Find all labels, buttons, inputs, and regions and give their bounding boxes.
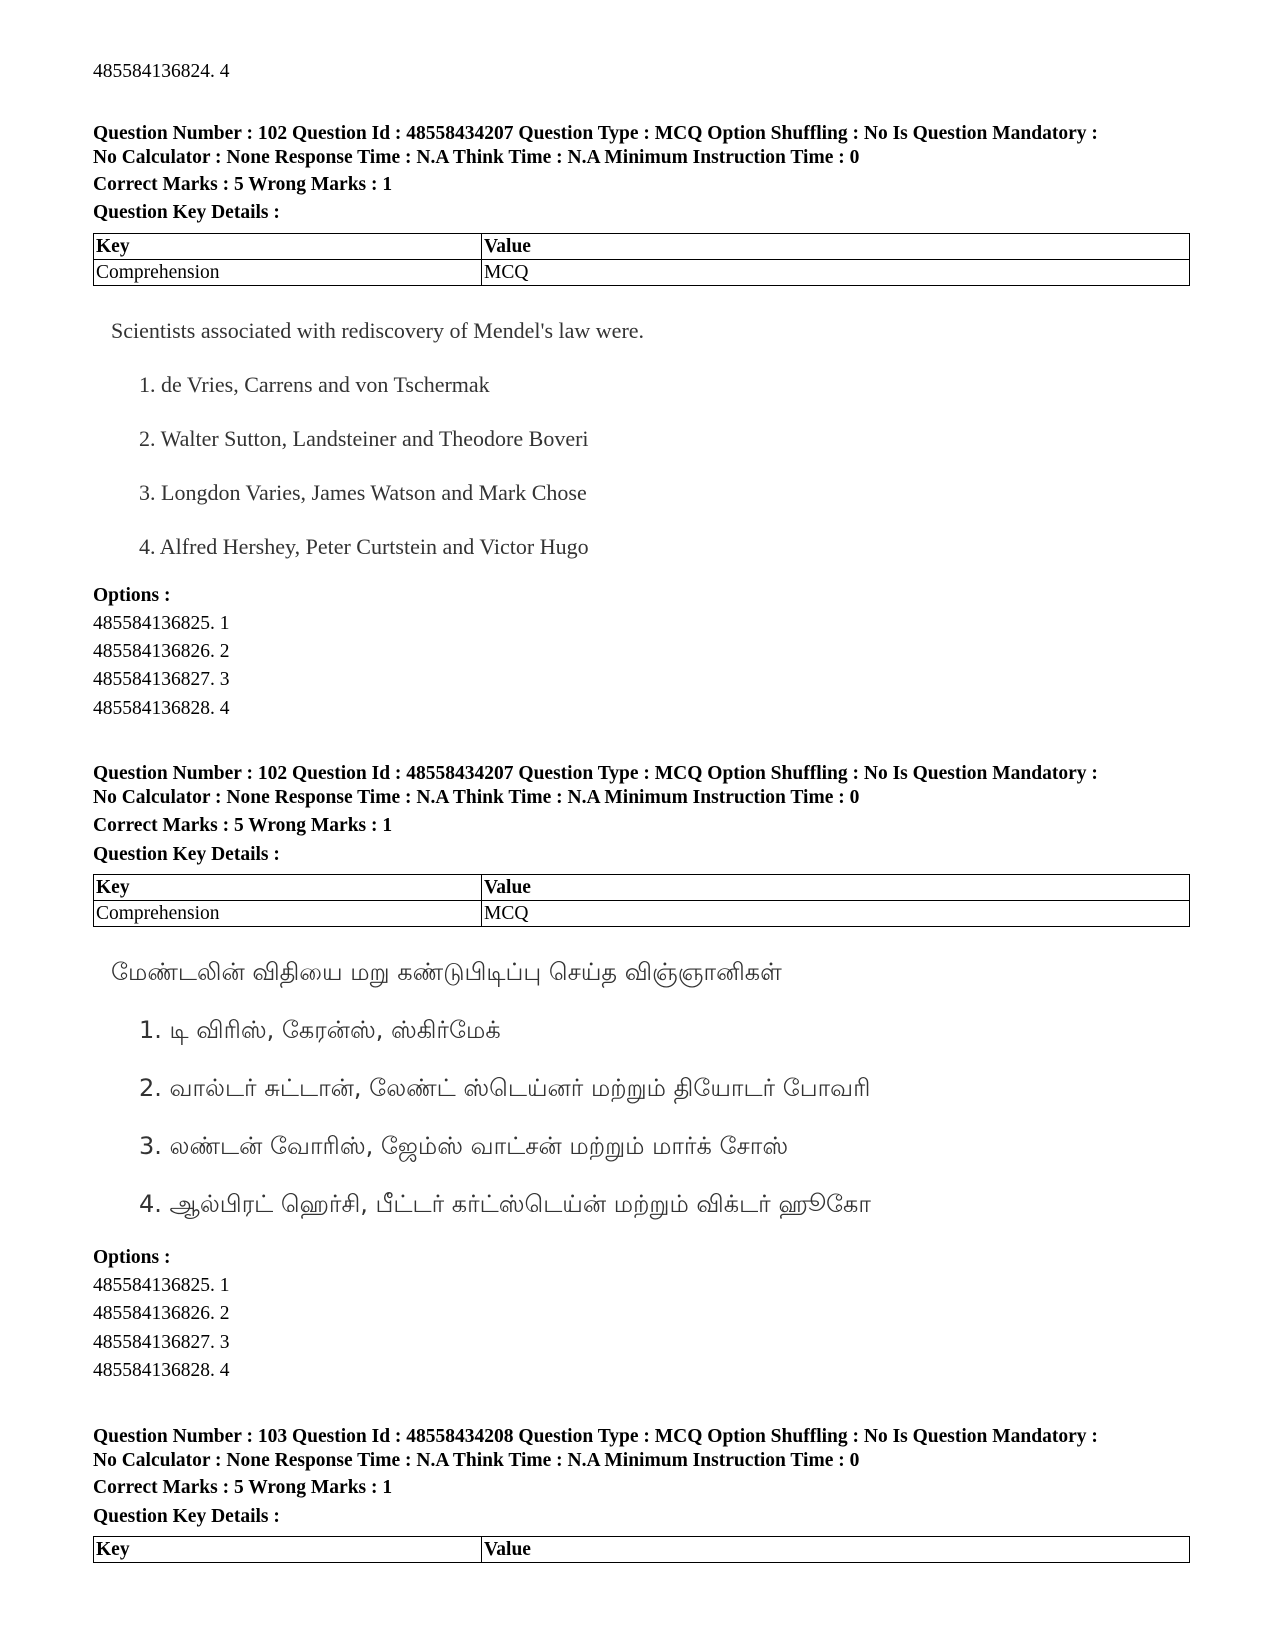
question-choice-2: 2. வால்டர் சுட்டான், லேண்ட் ஸ்டெய்னர் மற்றும் தியோடர் போவரி [139, 1074, 871, 1102]
question-header-line-1: Question Number : 102 Question Id : 48558434207 Question Type : MCQ Option Shuffling : No Is Question Mandatory : [93, 763, 1098, 784]
key-details-label: Question Key Details : [93, 844, 280, 865]
option-item: 485584136826. 2 [93, 1303, 230, 1324]
table-header-value: Value [482, 875, 1190, 901]
table-header-value: Value [482, 1537, 1190, 1563]
table-header-row [94, 1537, 1190, 1563]
table-header-key: Key [94, 875, 482, 901]
table-cell-key: Comprehension [94, 260, 482, 286]
question-choice-4: 4. ஆல்பிரட் ஹெர்சி, பீட்டர் கர்ட்ஸ்டெய்ன் மற்றும் விக்டர் ஹூகோ [139, 1190, 871, 1218]
question-header [93, 1425, 1193, 1473]
question-choice-1: 1. de Vries, Carrens and von Tschermak [139, 372, 490, 397]
question-content-english [93, 300, 1093, 560]
table-cell-value: MCQ [482, 901, 1190, 927]
options-label: Options : [93, 585, 171, 606]
table-cell-key: Comprehension [94, 901, 482, 927]
question-header-line-2: No Calculator : None Response Time : N.A Think Time : N.A Minimum Instruction Time : 0 [93, 1450, 860, 1471]
option-item: 485584136826. 2 [93, 641, 230, 662]
question-choice-3: 3. லண்டன் வோரிஸ், ஜேம்ஸ் வாட்சன் மற்றும் மார்க் சோஸ் [139, 1132, 789, 1160]
option-item: 485584136825. 1 [93, 613, 230, 634]
question-header-line-2: No Calculator : None Response Time : N.A Think Time : N.A Minimum Instruction Time : 0 [93, 787, 860, 808]
table-header-row [94, 875, 1190, 901]
question-stem: Scientists associated with rediscovery of Mendel's law were. [111, 318, 645, 343]
marks-line: Correct Marks : 5 Wrong Marks : 1 [93, 1477, 393, 1498]
option-item: 485584136827. 3 [93, 1332, 230, 1353]
option-item: 485584136827. 3 [93, 669, 230, 690]
options-label: Options : [93, 1247, 171, 1268]
question-choice-3: 3. Longdon Varies, James Watson and Mark Chose [139, 480, 587, 505]
question-header [93, 122, 1193, 170]
key-details-label: Question Key Details : [93, 1506, 280, 1527]
table-header-key: Key [94, 234, 482, 260]
question-content-tamil [93, 940, 1093, 1230]
table-header-value: Value [482, 234, 1190, 260]
marks-line: Correct Marks : 5 Wrong Marks : 1 [93, 815, 393, 836]
key-details-table [93, 233, 1190, 286]
table-header-key: Key [94, 1537, 482, 1563]
table-cell-value: MCQ [482, 260, 1190, 286]
question-choice-4: 4. Alfred Hershey, Peter Curtstein and Victor Hugo [139, 534, 589, 559]
question-stem: மேண்டலின் விதியை மறு கண்டுபிடிப்பு செய்த விஞ்ஞானிகள் [111, 958, 782, 986]
option-item: 485584136825. 1 [93, 1275, 230, 1296]
key-details-table [93, 874, 1190, 927]
question-header-line-1: Question Number : 103 Question Id : 48558434208 Question Type : MCQ Option Shuffling : No Is Question Mandatory : [93, 1426, 1098, 1447]
marks-line: Correct Marks : 5 Wrong Marks : 1 [93, 174, 393, 195]
table-row [94, 260, 1190, 286]
question-header-line-2: No Calculator : None Response Time : N.A Think Time : N.A Minimum Instruction Time : 0 [93, 147, 860, 168]
option-item: 485584136828. 4 [93, 698, 230, 719]
table-header-row [94, 234, 1190, 260]
previous-option-line: 485584136824. 4 [93, 61, 230, 82]
question-choice-1: 1. டி விரிஸ், கேரன்ஸ், ஸ்கிர்மேக் [139, 1016, 501, 1044]
option-item: 485584136828. 4 [93, 1360, 230, 1381]
question-header-line-1: Question Number : 102 Question Id : 48558434207 Question Type : MCQ Option Shuffling : No Is Question Mandatory : [93, 123, 1098, 144]
key-details-label: Question Key Details : [93, 202, 280, 223]
table-row [94, 901, 1190, 927]
key-details-table [93, 1536, 1190, 1563]
question-choice-2: 2. Walter Sutton, Landsteiner and Theodore Boveri [139, 426, 589, 451]
question-header [93, 762, 1193, 810]
